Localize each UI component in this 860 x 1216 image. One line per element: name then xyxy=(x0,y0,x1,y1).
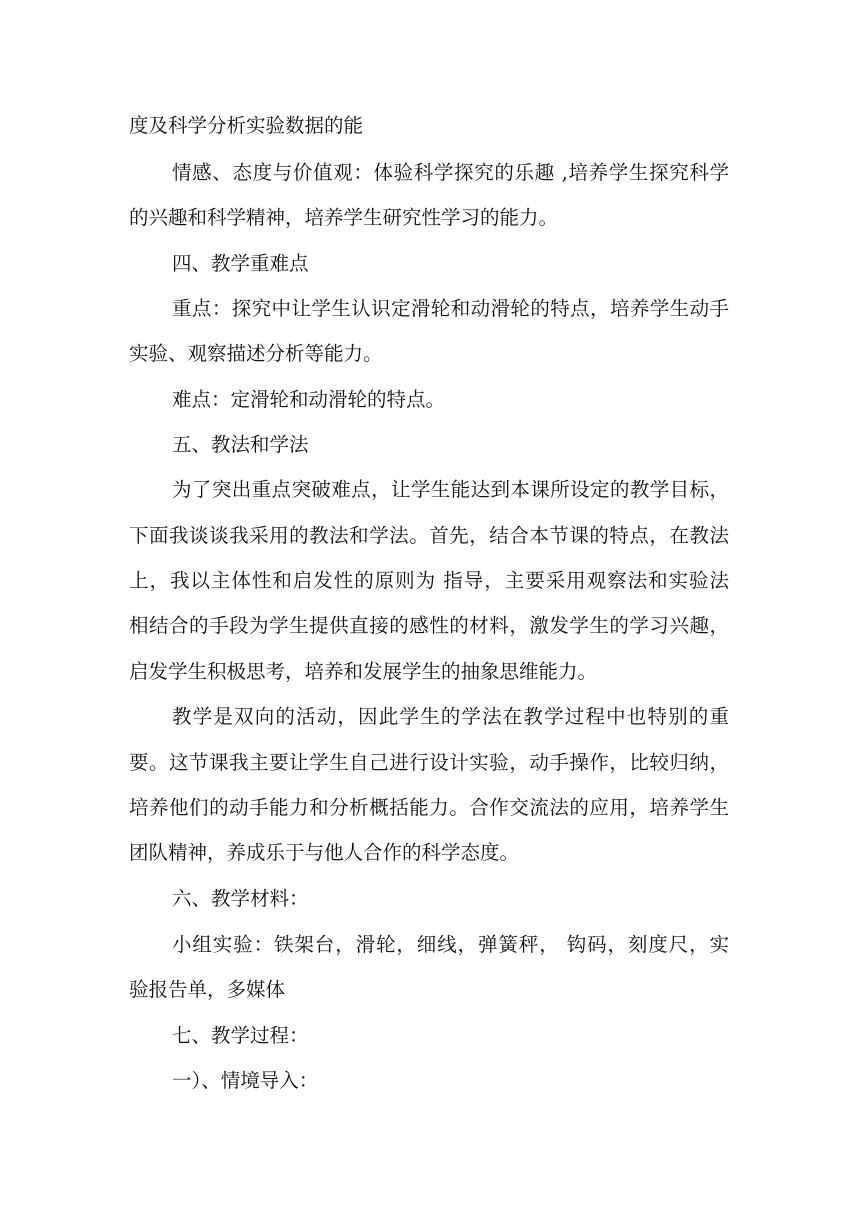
text-line: 为了突出重点突破难点，让学生能达到本课所设定的教学目标， xyxy=(172,478,729,501)
text-line: 相结合的手段为学生提供直接的感性的材料，激发学生的学习兴趣， xyxy=(129,614,729,637)
text-line: 团队精神，养成乐于与他人合作的科学态度。 xyxy=(129,841,520,864)
section-heading: 四、教学重难点 xyxy=(172,252,309,275)
text-line: 启发学生积极思考，培养和发展学生的抽象思维能力。 xyxy=(129,660,598,683)
text-line: 重点：探究中让学生认识定滑轮和动滑轮的特点，培养学生动手 xyxy=(172,297,729,320)
text-line: 度及科学分析实验数据的能 xyxy=(129,114,364,137)
text-line: 下面我谈谈我采用的教法和学法。首先，结合本节课的特点，在教法 xyxy=(129,524,729,547)
subsection-heading: 一）、情境导入： xyxy=(172,1069,319,1092)
text-line: 上，我以主体性和启发性的原则为 指导，主要采用观察法和实验法 xyxy=(129,569,729,592)
text-line: 验报告单，多媒体 xyxy=(129,978,286,1001)
text-line: 实验、观察描述分析等能力。 xyxy=(129,342,383,365)
text-line: 教学是双向的活动，因此学生的学法在教学过程中也特别的重 xyxy=(172,705,729,728)
text-line: 培养他们的动手能力和分析概括能力。合作交流法的应用，培养学生 xyxy=(129,796,729,819)
section-heading: 七、教学过程： xyxy=(172,1024,309,1047)
section-heading: 六、教学材料： xyxy=(172,887,309,910)
text-line: 难点：定滑轮和动滑轮的特点。 xyxy=(172,388,446,411)
section-heading: 五、教法和学法 xyxy=(172,433,309,456)
text-line: 的兴趣和科学精神，培养学生研究性学习的能力。 xyxy=(129,206,559,229)
text-line: 要。这节课我主要让学生自己进行设计实验，动手操作，比较归纳， xyxy=(129,751,729,774)
text-line: 情感、态度与价值观：体验科学探究的乐趣 ,培养学生探究科学 xyxy=(172,161,729,184)
text-line: 小组实验：铁架台，滑轮，细线，弹簧秤， 钩码，刻度尺，实 xyxy=(172,933,729,956)
